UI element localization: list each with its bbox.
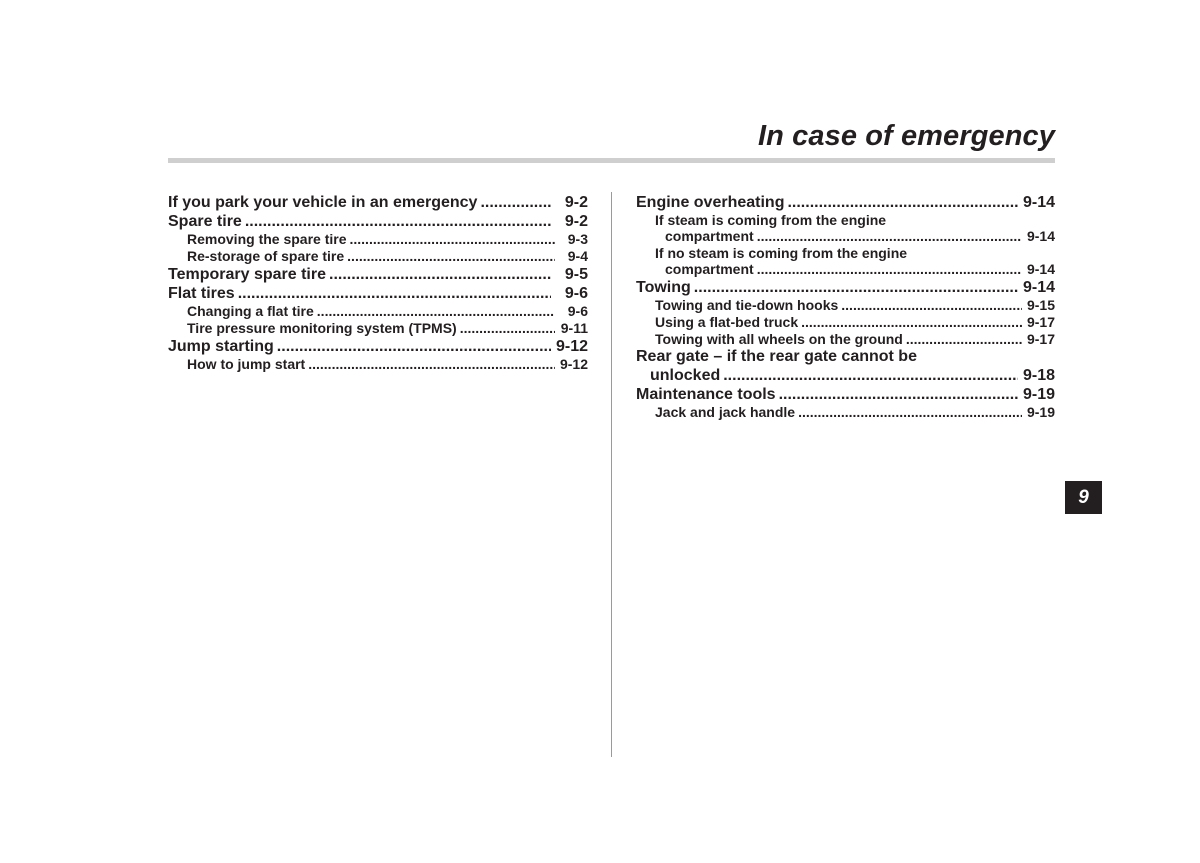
toc-entry[interactable]: Flat tires ..... 9-6 (168, 284, 588, 303)
title-rule (168, 158, 1055, 163)
toc-entry[interactable]: Spare tire ..... 9-2 (168, 212, 588, 231)
toc-entry-line: unlocked (650, 367, 721, 384)
page-number: 9-17 (1026, 314, 1055, 330)
page-number: 9-17 (1026, 331, 1055, 347)
page-number: 9-18 (1022, 367, 1055, 384)
toc-subentry-line: If no steam is coming from the engine (655, 245, 908, 261)
page-number: 9-5 (564, 266, 588, 283)
toc-subentry-line: If steam is coming from the engine (655, 212, 887, 228)
toc-entry[interactable]: Maintenance tools ..... 9-19 (636, 385, 1055, 404)
toc-subentry[interactable]: Using a flat-bed truck ..... 9-17 (636, 314, 1055, 331)
toc-subentry[interactable]: Tire pressure monitoring system (TPMS) ..... 9-11 (168, 320, 588, 337)
toc-subentry[interactable]: Towing with all wheels on the ground ..... 9-17 (636, 331, 1055, 348)
toc-subentry[interactable]: How to jump start ..... 9-12 (168, 356, 588, 373)
page-number: 9-14 (1026, 228, 1055, 244)
toc-left-column (168, 193, 588, 373)
toc-subentry[interactable]: Re-storage of spare tire ..... 9-4 (168, 248, 588, 265)
toc-subentry-line: compartment (665, 261, 754, 277)
toc-right-column (636, 193, 1055, 421)
page-number: 9-2 (564, 194, 588, 211)
chapter-tab[interactable]: 9 (1065, 481, 1102, 514)
toc-entry[interactable]: Jump starting ..... 9-12 (168, 337, 588, 356)
page-number: 9-19 (1026, 404, 1055, 420)
toc-entry-line: Rear gate – if the rear gate cannot be (636, 348, 917, 365)
page-number: 9-6 (567, 303, 588, 319)
toc-entry[interactable]: Towing ..... 9-14 (636, 278, 1055, 297)
toc-subentry[interactable]: Jack and jack handle ..... 9-19 (636, 404, 1055, 421)
toc-subentry[interactable]: Removing the spare tire ..... 9-3 (168, 231, 588, 248)
toc-entry[interactable]: If you park your vehicle in an emergency ..... 9-2 (168, 193, 588, 212)
page-number: 9-4 (567, 248, 588, 264)
page-number: 9-12 (559, 356, 588, 372)
page-number: 9-14 (1022, 194, 1055, 211)
page-number: 9-12 (555, 338, 588, 355)
page-number: 9-15 (1026, 297, 1055, 313)
toc-subentry-wrapped[interactable] (636, 212, 1055, 245)
toc-subentry[interactable]: Changing a flat tire ..... 9-6 (168, 303, 588, 320)
toc-entry-wrapped[interactable] (636, 348, 1055, 385)
toc-subentry-wrapped[interactable] (636, 245, 1055, 278)
toc-entry[interactable]: Engine overheating ..... 9-14 (636, 193, 1055, 212)
page-number: 9-19 (1022, 386, 1055, 403)
page-number: 9-14 (1026, 261, 1055, 277)
page-number: 9-6 (564, 285, 588, 302)
toc-subentry-line: compartment (665, 228, 754, 244)
page-number: 9-14 (1022, 279, 1055, 296)
column-divider (611, 192, 612, 757)
chapter-title: In case of emergency (758, 120, 1055, 152)
toc-subentry[interactable]: Towing and tie-down hooks ..... 9-15 (636, 297, 1055, 314)
page-number: 9-11 (560, 320, 588, 336)
page-number: 9-3 (567, 231, 588, 247)
toc-entry[interactable]: Temporary spare tire ..... 9-5 (168, 265, 588, 284)
page-number: 9-2 (564, 213, 588, 230)
